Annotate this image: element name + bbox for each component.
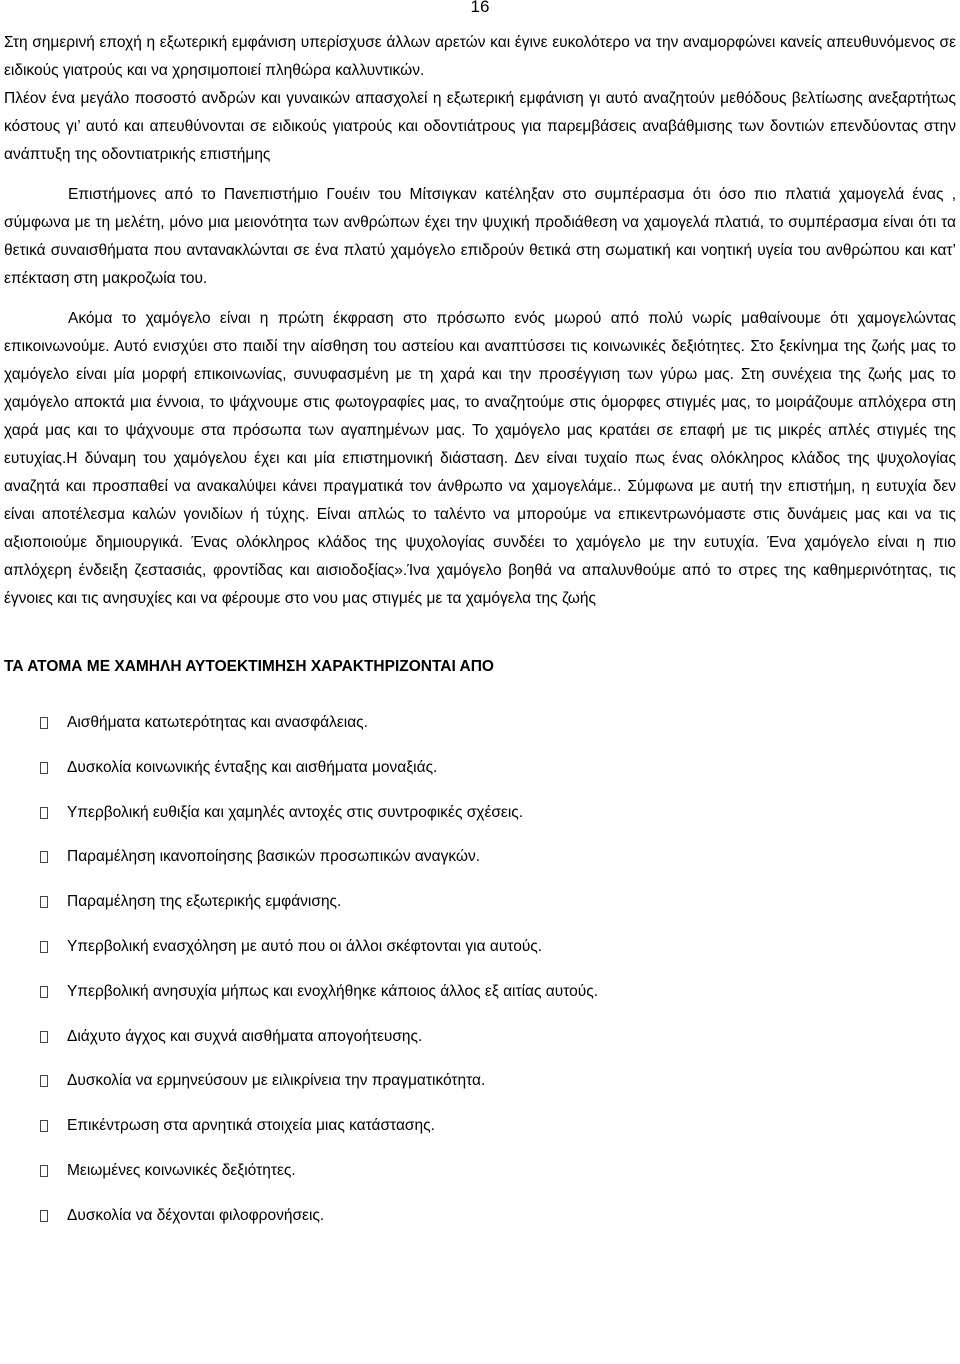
paragraph: Ακόμα το χαμόγελο είναι η πρώτη έκφραση στο πρόσωπο ενός μωρού από πολύ νωρίς μαθαίνουμε ότι χαμογελώντας επικοινωνούμε. Αυτό ενισχύει στο παιδί την αίσθηση του αστείου και αναπτύσσει τις κοινωνικές δεξιότητες. Στο ξεκίνημα της ζωής μας το χαμόγελο είναι μία μορφή επικοινωνίας, συνυφασμένη με τη χαρά και την προσέγγιση των γύρω μας. Στη συνέχεια της ζωής μας το χαμόγελο αποκτά μια έννοια, το ψάχνουμε στις φωτογραφίες μας, το αναζητούμε στις όμορφες στιγμές μας, το μοιράζουμε απλόχερα στη χαρά μας και το ψάχνουμε στα πρόσωπα των αγαπημένων μας. Το χαμόγελο μας κρατάει σε επαφή με τις μικρές απλές στιγμές της ευτυχίας.Η δύναμη του χαμόγελου έχει και μία επιστημονική διάσταση. Δεν είναι τυχαίο πως ένας ολόκληρος κλάδος της ψυχολογίας αναζητά και προσπαθεί να ανακαλύψει κάνει πραγματικά τον άνθρωπο να χαμογελάμε.. Σύμφωνα με αυτή την επιστήμη, η ευτυχία δεν είναι αποτέλεσμα καλών γονιδίων ή τύχης. Είναι απλώς το ταλέντο να μπορούμε να επικεντρωνόμαστε στις δυνάμεις μας και να τις αξιοποιούμε δημιουργικά. Ένας ολόκληρος κλάδος της ψυχολογίας συνδέει το χαμόγελο με την ευτυχία. Ένα χαμόγελο είναι η πιο απλόχερη ένδειξη ζεστασιάς, φροντίδας και αισιοδοξίας».Ίνα χαμόγελο βοηθά να απαλυνθούμε από το στρες της καθημερινότητας, τις έγνοιες και τις ανησυχίες και να φέρουμε στο νου μας στιγμές με τα χαμόγελα της ζωής	[4, 310, 956, 607]
bullet-box-icon	[40, 1165, 48, 1177]
list-item-text: Μειωμένες κοινωνικές δεξιότητες.	[67, 1161, 296, 1179]
paragraph: Στη σημερινή εποχή η εξωτερική εμφάνιση υπερίσχυσε άλλων αρετών και έγινε ευκολότερο να την αναμορφώνει κανείς απευθυνόμενος σε ειδικούς γιατρούς και να χρησιμοποιεί πληθώρα καλλυντικών.	[4, 34, 956, 79]
list-heading: ΤΑ ΑΤΟΜΑ ΜΕ ΧΑΜΗΛΗ ΑΥΤΟΕΚΤΙΜΗΣΗ ΧΑΡΑΚΤΗΡΙΖΟΝΤΑΙ ΑΠΟ	[4, 658, 494, 675]
bullet-box-icon	[40, 1210, 48, 1222]
list-item-text: Υπερβολική ανησυχία μήπως και ενοχλήθηκε κάποιος άλλος εξ αιτίας αυτούς.	[67, 982, 599, 1000]
list-item-text: Διάχυτο άγχος και συχνά αισθήματα απογοήτευσης.	[67, 1027, 423, 1045]
bullet-box-icon	[40, 986, 48, 998]
list-item-text: Δυσκολία να δέχονται φιλοφρονήσεις.	[67, 1206, 325, 1224]
list-item	[4, 1112, 956, 1140]
list-item-text: Υπερβολική ενασχόληση με αυτό που οι άλλοι σκέφτονται για αυτούς.	[67, 937, 543, 955]
bullet-box-icon	[40, 762, 48, 774]
list-item	[4, 1157, 956, 1185]
document-body	[4, 29, 956, 1247]
list-item	[4, 1067, 956, 1095]
bullet-box-icon	[40, 1031, 48, 1043]
list-item-text: Αισθήματα κατωτερότητας και ανασφάλειας.	[67, 714, 368, 731]
list-item	[4, 799, 956, 827]
list-item	[4, 754, 956, 782]
paragraph: Πλέον ένα μεγάλο ποσοστό ανδρών και γυναικών απασχολεί η εξωτερική εμφάνιση γι αυτό αναζητούν μεθόδους βελτίωσης ανεξαρτήτως κόστους γι’ αυτό και απευθύνονται σε ειδικούς γιατρούς και οδοντιάτρους για παρεμβάσεις αναβάθμισης των δοντιών επενδύοντας στην ανάπτυξη της οδοντιατρικής επιστήμης	[4, 90, 956, 163]
bullet-box-icon	[40, 717, 48, 729]
list-item	[4, 933, 956, 961]
bullet-box-icon	[40, 807, 48, 819]
bullet-box-icon	[40, 1120, 48, 1132]
list-item-text: Επικέντρωση στα αρνητικά στοιχεία μιας κατάστασης.	[67, 1117, 435, 1135]
list-item	[4, 888, 956, 916]
bullet-box-icon	[40, 941, 48, 953]
list-item	[4, 843, 956, 871]
bullet-box-icon	[40, 851, 48, 863]
bullet-list	[4, 709, 956, 1230]
page-number: 16	[470, 0, 490, 16]
list-item-text: Παραμέληση ικανοποίησης βασικών προσωπικών αναγκών.	[67, 848, 481, 866]
list-item-text: Υπερβολική ευθιξία και χαμηλές αντοχές στις συντροφικές σχέσεις.	[67, 803, 524, 821]
paragraph: Επιστήμονες από το Πανεπιστήμιο Γουέιν του Μίτσιγκαν κατέληξαν στο συμπέρασμα ότι όσο πιο πλατιά χαμογελά ένας , σύμφωνα με τη μελέτη, μόνο μια μειονότητα των ανθρώπων έχει την ψυχική προδιάθεση να χαμογελά πλατιά, το συμπέρασμα είναι ότι τα θετικά συναισθήματα που αντανακλώνται σε ένα πλατύ χαμόγελο επιδρούν θετικά στη σωματική και νοητική υγεία του ανθρώπου και κατ’ επέκταση στη μακροζωία του.	[4, 186, 956, 287]
list-item-text: Δυσκολία κοινωνικής ένταξης και αισθήματα μοναξιάς.	[67, 758, 438, 776]
list-item-text: Παραμέληση της εξωτερικής εμφάνισης.	[67, 893, 342, 911]
list-item	[4, 709, 956, 737]
list-item-text: Δυσκολία να ερμηνεύσουν με ειλικρίνεια την πραγματικότητα.	[67, 1072, 486, 1090]
list-item	[4, 1023, 956, 1051]
list-item	[4, 978, 956, 1006]
bullet-box-icon	[40, 1075, 48, 1087]
list-item	[4, 1202, 956, 1230]
bullet-box-icon	[40, 896, 48, 908]
